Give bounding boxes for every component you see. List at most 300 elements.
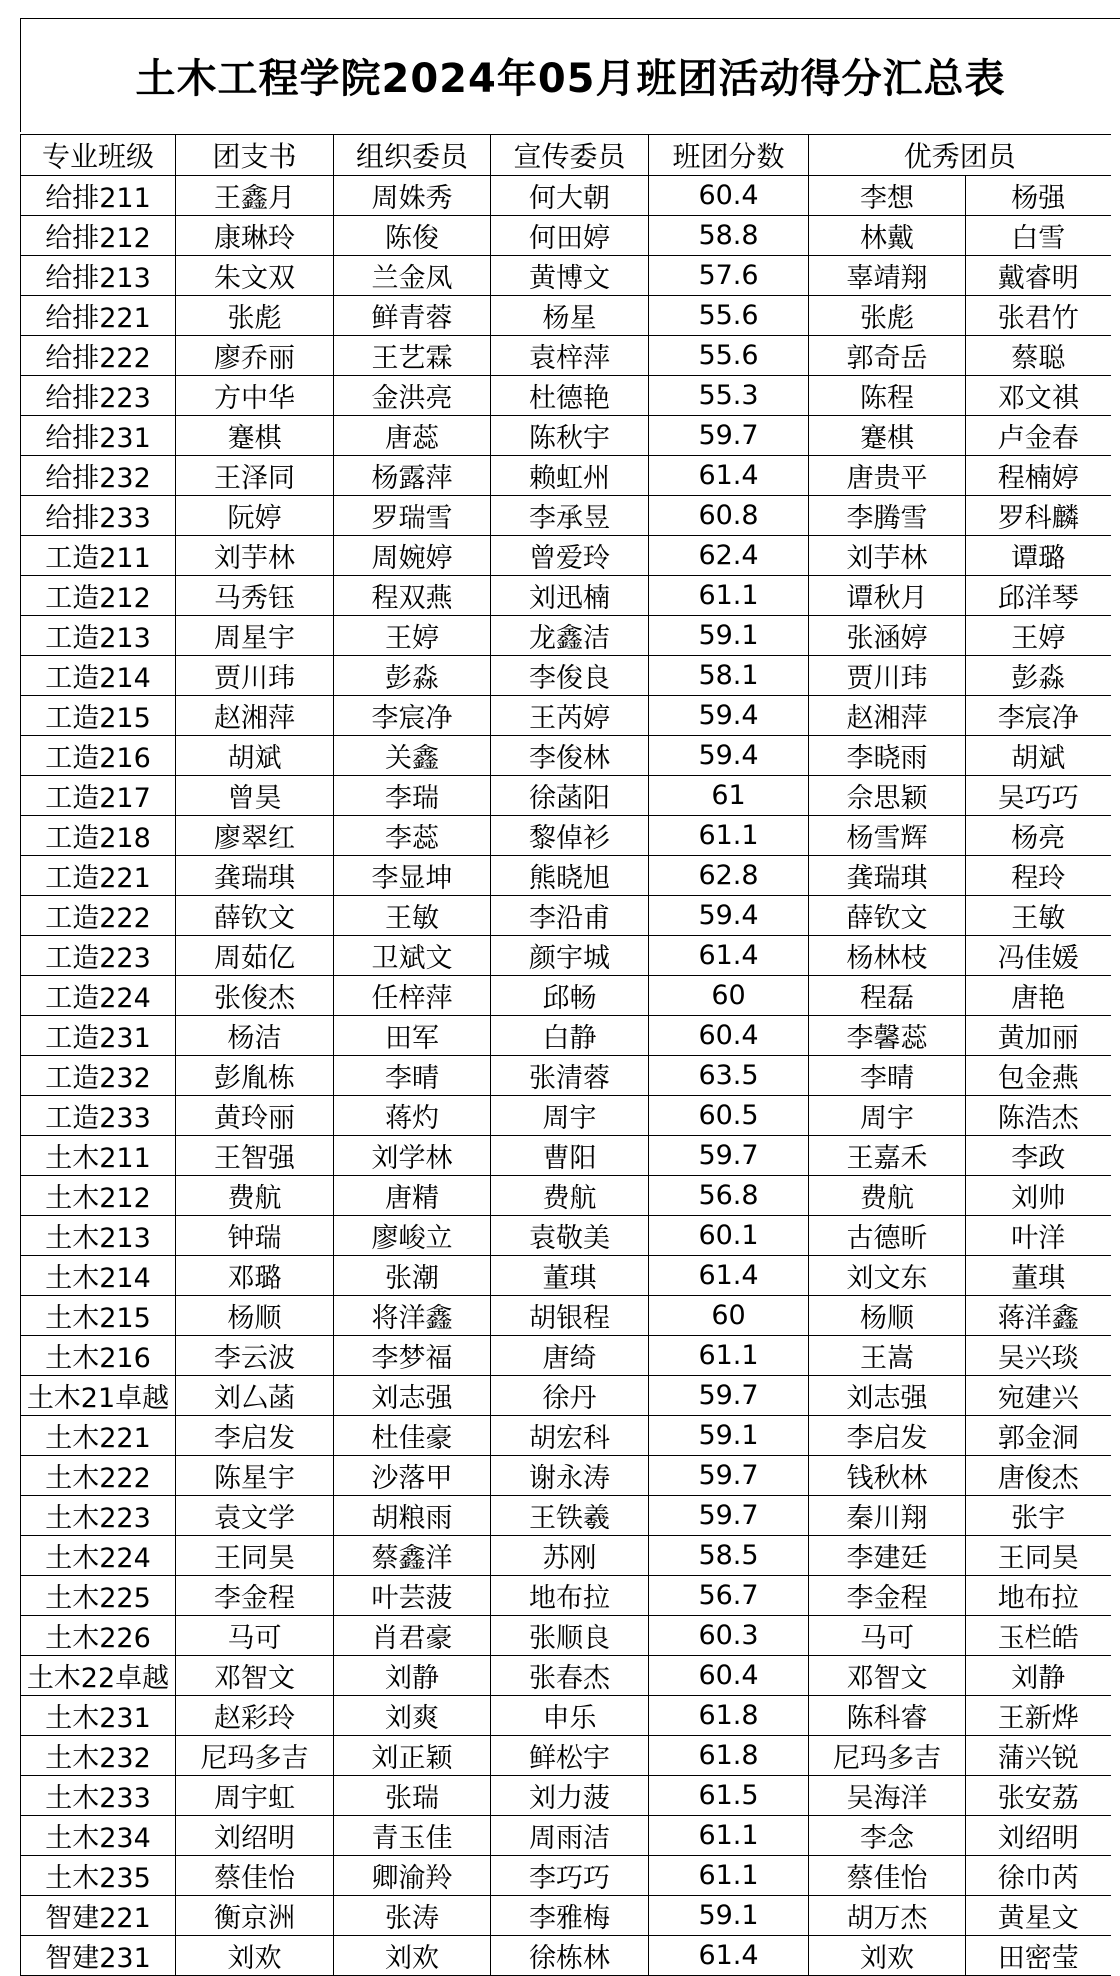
secretary-cell: 王泽同 [176,456,334,496]
excellent-member-1-cell: 邓智文 [809,1656,966,1696]
class-cell: 土木232 [21,1736,176,1776]
publicity-cell: 何大朝 [491,176,649,216]
excellent-member-2-cell: 邱洋琴 [966,576,1111,616]
organizer-cell: 李宸净 [334,696,491,736]
secretary-cell: 廖翠红 [176,816,334,856]
class-cell: 土木215 [21,1296,176,1336]
score-cell: 61.1 [649,576,809,616]
score-cell: 60.1 [649,1216,809,1256]
class-cell: 土木214 [21,1256,176,1296]
publicity-cell: 鲜松宇 [491,1736,649,1776]
secretary-cell: 张彪 [176,296,334,336]
score-cell: 61.4 [649,936,809,976]
class-cell: 土木224 [21,1536,176,1576]
table-row [21,1336,1111,1376]
publicity-cell: 邱畅 [491,976,649,1016]
excellent-member-2-cell: 胡斌 [966,736,1111,776]
excellent-member-1-cell: 钱秋林 [809,1456,966,1496]
excellent-member-2-cell: 王敏 [966,896,1111,936]
score-cell: 60.3 [649,1616,809,1656]
class-cell: 给排221 [21,296,176,336]
excellent-member-1-cell: 辜靖翔 [809,256,966,296]
table-row [21,776,1111,816]
score-cell: 59.4 [649,896,809,936]
excellent-member-1-cell: 蔡佳怡 [809,1856,966,1896]
publicity-cell: 唐绮 [491,1336,649,1376]
publicity-cell: 杜德艳 [491,376,649,416]
class-cell: 土木231 [21,1696,176,1736]
score-cell: 58.1 [649,656,809,696]
header-score: 班团分数 [649,135,809,176]
score-cell: 59.7 [649,1376,809,1416]
score-cell: 60 [649,1296,809,1336]
table-row [21,496,1111,536]
excellent-member-1-cell: 胡万杰 [809,1896,966,1936]
table-row [21,1656,1111,1696]
publicity-cell: 熊晓旭 [491,856,649,896]
secretary-cell: 刘厶菡 [176,1376,334,1416]
excellent-member-2-cell: 谭璐 [966,536,1111,576]
organizer-cell: 唐蕊 [334,416,491,456]
excellent-member-1-cell: 林戴 [809,216,966,256]
table-row [21,536,1111,576]
organizer-cell: 王艺霖 [334,336,491,376]
table-row [21,216,1111,256]
organizer-cell: 李显坤 [334,856,491,896]
secretary-cell: 周星宇 [176,616,334,656]
organizer-cell: 程双燕 [334,576,491,616]
title-cell [20,18,1120,132]
excellent-member-2-cell: 程玲 [966,856,1111,896]
score-cell: 56.7 [649,1576,809,1616]
organizer-cell: 鲜青蓉 [334,296,491,336]
excellent-member-1-cell: 唐贵平 [809,456,966,496]
score-cell: 59.7 [649,1136,809,1176]
class-cell: 土木234 [21,1816,176,1856]
excellent-member-2-cell: 黄星文 [966,1896,1111,1936]
organizer-cell: 兰金凤 [334,256,491,296]
secretary-cell: 王智强 [176,1136,334,1176]
publicity-cell: 董琪 [491,1256,649,1296]
table-row [21,1616,1111,1656]
class-cell: 土木21卓越 [21,1376,176,1416]
excellent-member-2-cell: 张宇 [966,1496,1111,1536]
class-cell: 给排231 [21,416,176,456]
class-cell: 智建221 [21,1896,176,1936]
organizer-cell: 刘学林 [334,1136,491,1176]
class-cell: 土木223 [21,1496,176,1536]
excellent-member-1-cell: 李念 [809,1816,966,1856]
score-cell: 63.5 [649,1056,809,1096]
table-row [21,1696,1111,1736]
secretary-cell: 廖乔丽 [176,336,334,376]
score-cell: 59.7 [649,1496,809,1536]
publicity-cell: 徐菡阳 [491,776,649,816]
excellent-member-2-cell: 刘帅 [966,1176,1111,1216]
secretary-cell: 蔡佳怡 [176,1856,334,1896]
excellent-member-1-cell: 佘思颖 [809,776,966,816]
excellent-member-2-cell: 地布拉 [966,1576,1111,1616]
excellent-member-1-cell: 刘志强 [809,1376,966,1416]
publicity-cell: 周雨洁 [491,1816,649,1856]
excellent-member-1-cell: 杨雪辉 [809,816,966,856]
secretary-cell: 李云波 [176,1336,334,1376]
class-cell: 工造216 [21,736,176,776]
score-cell: 61.1 [649,1856,809,1896]
table-row [21,1216,1111,1256]
excellent-member-1-cell: 尼玛多吉 [809,1736,966,1776]
header-class: 专业班级 [21,135,176,176]
excellent-member-1-cell: 贾川玮 [809,656,966,696]
excellent-member-1-cell: 王嵩 [809,1336,966,1376]
organizer-cell: 叶芸菠 [334,1576,491,1616]
table-row [21,736,1111,776]
class-cell: 土木216 [21,1336,176,1376]
excellent-member-2-cell: 蔡聪 [966,336,1111,376]
table-row [21,896,1111,936]
class-cell: 工造214 [21,656,176,696]
organizer-cell: 卿渝羚 [334,1856,491,1896]
excellent-member-2-cell: 刘绍明 [966,1816,1111,1856]
secretary-cell: 曾昊 [176,776,334,816]
table-row [21,1856,1111,1896]
score-cell: 59.1 [649,616,809,656]
table-row [21,1936,1111,1976]
score-cell: 61.5 [649,1776,809,1816]
excellent-member-1-cell: 张彪 [809,296,966,336]
excellent-member-2-cell: 李政 [966,1136,1111,1176]
excellent-member-1-cell: 秦川翔 [809,1496,966,1536]
score-cell: 60.8 [649,496,809,536]
score-cell: 57.6 [649,256,809,296]
table-row [21,296,1111,336]
publicity-cell: 张清蓉 [491,1056,649,1096]
score-table [20,134,1111,1976]
score-cell: 61 [649,776,809,816]
class-cell: 给排233 [21,496,176,536]
organizer-cell: 周姝秀 [334,176,491,216]
excellent-member-2-cell: 邓文祺 [966,376,1111,416]
score-cell: 62.4 [649,536,809,576]
publicity-cell: 李沿甫 [491,896,649,936]
excellent-member-1-cell: 张涵婷 [809,616,966,656]
organizer-cell: 卫斌文 [334,936,491,976]
excellent-member-1-cell: 李启发 [809,1416,966,1456]
secretary-cell: 杨顺 [176,1296,334,1336]
organizer-cell: 田军 [334,1016,491,1056]
excellent-member-1-cell: 周宇 [809,1096,966,1136]
excellent-member-1-cell: 李晴 [809,1056,966,1096]
class-cell: 土木221 [21,1416,176,1456]
secretary-cell: 马秀钰 [176,576,334,616]
organizer-cell: 刘静 [334,1656,491,1696]
class-cell: 土木233 [21,1776,176,1816]
secretary-cell: 杨洁 [176,1016,334,1056]
publicity-cell: 龙鑫洁 [491,616,649,656]
score-cell: 61.8 [649,1696,809,1736]
excellent-member-1-cell: 薛钦文 [809,896,966,936]
organizer-cell: 关鑫 [334,736,491,776]
publicity-cell: 曾爱玲 [491,536,649,576]
table-row [21,1056,1111,1096]
publicity-cell: 李俊林 [491,736,649,776]
class-cell: 工造232 [21,1056,176,1096]
excellent-member-2-cell: 吴兴琰 [966,1336,1111,1376]
publicity-cell: 李承昱 [491,496,649,536]
page-title: 土木工程学院2024年05月班团活动得分汇总表 [135,56,1006,102]
secretary-cell: 龚瑞琪 [176,856,334,896]
publicity-cell: 王芮婷 [491,696,649,736]
class-cell: 土木235 [21,1856,176,1896]
publicity-cell: 袁敬美 [491,1216,649,1256]
table-row [21,1576,1111,1616]
organizer-cell: 张瑞 [334,1776,491,1816]
class-cell: 土木213 [21,1216,176,1256]
publicity-cell: 刘力菠 [491,1776,649,1816]
table-row [21,1256,1111,1296]
table-row [21,1176,1111,1216]
score-cell: 59.7 [649,1456,809,1496]
secretary-cell: 陈星宇 [176,1456,334,1496]
organizer-cell: 李梦福 [334,1336,491,1376]
excellent-member-1-cell: 古德昕 [809,1216,966,1256]
organizer-cell: 蔡鑫洋 [334,1536,491,1576]
secretary-cell: 刘绍明 [176,1816,334,1856]
table-row [21,656,1111,696]
excellent-member-1-cell: 李建廷 [809,1536,966,1576]
publicity-cell: 颜宇城 [491,936,649,976]
excellent-member-2-cell: 卢金春 [966,416,1111,456]
class-cell: 土木225 [21,1576,176,1616]
publicity-cell: 徐栋林 [491,1936,649,1976]
table-row [21,336,1111,376]
publicity-cell: 徐丹 [491,1376,649,1416]
publicity-cell: 李雅梅 [491,1896,649,1936]
score-cell: 61.4 [649,1936,809,1976]
excellent-member-1-cell: 龚瑞琪 [809,856,966,896]
publicity-cell: 谢永涛 [491,1456,649,1496]
excellent-member-1-cell: 费航 [809,1176,966,1216]
table-row [21,1096,1111,1136]
excellent-member-2-cell: 唐艳 [966,976,1111,1016]
organizer-cell: 李蕊 [334,816,491,856]
organizer-cell: 金洪亮 [334,376,491,416]
table-row [21,1416,1111,1456]
excellent-member-1-cell: 赵湘萍 [809,696,966,736]
publicity-cell: 胡银程 [491,1296,649,1336]
excellent-member-2-cell: 玉栏皓 [966,1616,1111,1656]
organizer-cell: 唐精 [334,1176,491,1216]
excellent-member-1-cell: 陈程 [809,376,966,416]
excellent-member-2-cell: 李宸净 [966,696,1111,736]
publicity-cell: 白静 [491,1016,649,1056]
class-cell: 工造233 [21,1096,176,1136]
table-row [21,1896,1111,1936]
organizer-cell: 张潮 [334,1256,491,1296]
excellent-member-2-cell: 杨亮 [966,816,1111,856]
excellent-member-1-cell: 杨顺 [809,1296,966,1336]
publicity-cell: 周宇 [491,1096,649,1136]
score-cell: 61.1 [649,1816,809,1856]
secretary-cell: 薛钦文 [176,896,334,936]
class-cell: 工造218 [21,816,176,856]
secretary-cell: 蹇棋 [176,416,334,456]
excellent-member-1-cell: 刘欢 [809,1936,966,1976]
excellent-member-2-cell: 郭金洞 [966,1416,1111,1456]
table-row [21,256,1111,296]
excellent-member-1-cell: 李金程 [809,1576,966,1616]
secretary-cell: 李金程 [176,1576,334,1616]
class-cell: 工造221 [21,856,176,896]
table-row [21,1536,1111,1576]
publicity-cell: 何田婷 [491,216,649,256]
excellent-member-1-cell: 程磊 [809,976,966,1016]
score-cell: 61.1 [649,816,809,856]
organizer-cell: 沙落甲 [334,1456,491,1496]
excellent-member-2-cell: 陈浩杰 [966,1096,1111,1136]
table-row [21,856,1111,896]
secretary-cell: 彭胤栋 [176,1056,334,1096]
organizer-cell: 刘爽 [334,1696,491,1736]
secretary-cell: 黄玲丽 [176,1096,334,1136]
table-row [21,576,1111,616]
secretary-cell: 邓智文 [176,1656,334,1696]
class-cell: 给排232 [21,456,176,496]
excellent-member-2-cell: 包金燕 [966,1056,1111,1096]
excellent-member-2-cell: 唐俊杰 [966,1456,1111,1496]
score-cell: 61.8 [649,1736,809,1776]
secretary-cell: 李启发 [176,1416,334,1456]
score-cell: 59.4 [649,736,809,776]
excellent-member-2-cell: 程楠婷 [966,456,1111,496]
publicity-cell: 袁梓萍 [491,336,649,376]
secretary-cell: 周宇虹 [176,1776,334,1816]
table-row [21,816,1111,856]
organizer-cell: 王婷 [334,616,491,656]
secretary-cell: 王鑫月 [176,176,334,216]
secretary-cell: 朱文双 [176,256,334,296]
organizer-cell: 任梓萍 [334,976,491,1016]
organizer-cell: 周婉婷 [334,536,491,576]
organizer-cell: 刘欢 [334,1936,491,1976]
organizer-cell: 张涛 [334,1896,491,1936]
class-cell: 土木226 [21,1616,176,1656]
class-cell: 给排222 [21,336,176,376]
score-cell: 56.8 [649,1176,809,1216]
score-cell: 55.6 [649,336,809,376]
publicity-cell: 刘迅楠 [491,576,649,616]
secretary-cell: 衡京洲 [176,1896,334,1936]
publicity-cell: 赖虹州 [491,456,649,496]
excellent-member-2-cell: 吴巧巧 [966,776,1111,816]
publicity-cell: 黎倬衫 [491,816,649,856]
secretary-cell: 赵湘萍 [176,696,334,736]
score-cell: 61.1 [649,1336,809,1376]
organizer-cell: 青玉佳 [334,1816,491,1856]
excellent-member-2-cell: 彭淼 [966,656,1111,696]
header-row [21,135,1111,176]
organizer-cell: 廖峻立 [334,1216,491,1256]
class-cell: 智建231 [21,1936,176,1976]
table-row [21,1776,1111,1816]
excellent-member-2-cell: 田密莹 [966,1936,1111,1976]
organizer-cell: 胡粮雨 [334,1496,491,1536]
organizer-cell: 彭淼 [334,656,491,696]
publicity-cell: 杨星 [491,296,649,336]
excellent-member-1-cell: 刘芋林 [809,536,966,576]
publicity-cell: 苏刚 [491,1536,649,1576]
table-row [21,1496,1111,1536]
table-row [21,936,1111,976]
organizer-cell: 将洋鑫 [334,1296,491,1336]
score-cell: 60 [649,976,809,1016]
class-cell: 工造212 [21,576,176,616]
score-cell: 60.4 [649,1656,809,1696]
table-body [21,176,1111,1976]
organizer-cell: 杨露萍 [334,456,491,496]
class-cell: 工造223 [21,936,176,976]
excellent-member-2-cell: 杨强 [966,176,1111,216]
organizer-cell: 李晴 [334,1056,491,1096]
excellent-member-1-cell: 李想 [809,176,966,216]
class-cell: 给排213 [21,256,176,296]
excellent-member-2-cell: 叶洋 [966,1216,1111,1256]
secretary-cell: 刘芋林 [176,536,334,576]
secretary-cell: 刘欢 [176,1936,334,1976]
excellent-member-1-cell: 李腾雪 [809,496,966,536]
excellent-member-2-cell: 王新烨 [966,1696,1111,1736]
score-cell: 55.3 [649,376,809,416]
publicity-cell: 费航 [491,1176,649,1216]
excellent-member-1-cell: 王嘉禾 [809,1136,966,1176]
excellent-member-2-cell: 冯佳媛 [966,936,1111,976]
excellent-member-2-cell: 黄加丽 [966,1016,1111,1056]
organizer-cell: 蒋灼 [334,1096,491,1136]
excellent-member-2-cell: 宛建兴 [966,1376,1111,1416]
excellent-member-2-cell: 王同昊 [966,1536,1111,1576]
score-cell: 62.8 [649,856,809,896]
secretary-cell: 王同昊 [176,1536,334,1576]
class-cell: 工造211 [21,536,176,576]
score-cell: 61.4 [649,1256,809,1296]
secretary-cell: 康琳玲 [176,216,334,256]
score-cell: 59.1 [649,1896,809,1936]
excellent-member-1-cell: 马可 [809,1616,966,1656]
organizer-cell: 李瑞 [334,776,491,816]
excellent-member-2-cell: 蒋洋鑫 [966,1296,1111,1336]
excellent-member-1-cell: 蹇棋 [809,416,966,456]
class-cell: 土木222 [21,1456,176,1496]
excellent-member-2-cell: 刘静 [966,1656,1111,1696]
organizer-cell: 刘志强 [334,1376,491,1416]
class-cell: 工造213 [21,616,176,656]
excellent-member-1-cell: 李晓雨 [809,736,966,776]
table-row [21,1016,1111,1056]
secretary-cell: 张俊杰 [176,976,334,1016]
publicity-cell: 曹阳 [491,1136,649,1176]
class-cell: 工造222 [21,896,176,936]
score-cell: 59.1 [649,1416,809,1456]
header-publicity: 宣传委员 [491,135,649,176]
table-row [21,976,1111,1016]
score-cell: 59.7 [649,416,809,456]
excellent-member-2-cell: 张安荔 [966,1776,1111,1816]
excellent-member-1-cell: 刘文东 [809,1256,966,1296]
class-cell: 工造215 [21,696,176,736]
header-organizer: 组织委员 [334,135,491,176]
publicity-cell: 王铁羲 [491,1496,649,1536]
organizer-cell: 陈俊 [334,216,491,256]
